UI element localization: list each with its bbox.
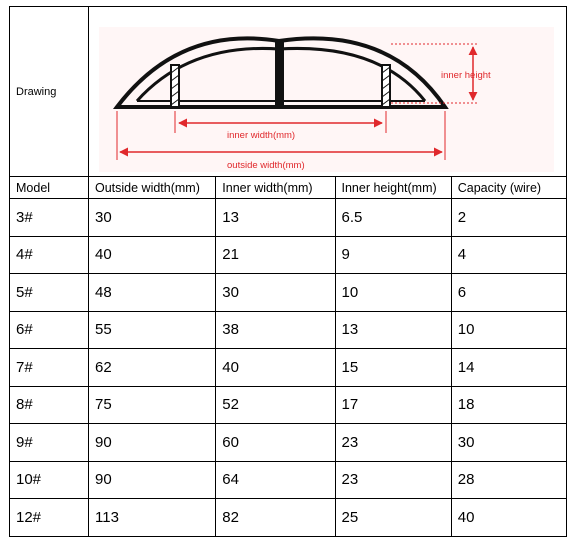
cell-model: 8#: [10, 386, 89, 424]
cell-model: 10#: [10, 461, 89, 499]
header-inner-height: Inner height(mm): [335, 177, 451, 199]
header-inner-width: Inner width(mm): [216, 177, 335, 199]
table-row: [10, 424, 567, 462]
cell-outside-width: 62: [89, 349, 216, 387]
cell-inner-width: 38: [216, 311, 335, 349]
cell-outside-width: 75: [89, 386, 216, 424]
cell-model: 3#: [10, 199, 89, 237]
cable-cover-diagram: [89, 7, 566, 176]
table-row: [10, 311, 567, 349]
cell-inner-height: 15: [335, 349, 451, 387]
drawing-cell: [89, 7, 567, 177]
cell-model: 9#: [10, 424, 89, 462]
table-row: [10, 349, 567, 387]
cell-capacity: 30: [451, 424, 566, 462]
center-divider: [275, 41, 284, 107]
cell-capacity: 10: [451, 311, 566, 349]
cell-capacity: 40: [451, 499, 566, 537]
inner-height-label: inner height: [441, 70, 491, 81]
outside-width-label: outside width(mm): [227, 160, 305, 171]
header-model: Model: [10, 177, 89, 199]
cell-capacity: 18: [451, 386, 566, 424]
drawing-row: [10, 7, 567, 177]
cell-model: 5#: [10, 274, 89, 312]
table-row: [10, 274, 567, 312]
cell-inner-height: 6.5: [335, 199, 451, 237]
cell-outside-width: 40: [89, 236, 216, 274]
cell-outside-width: 90: [89, 424, 216, 462]
cell-inner-height: 17: [335, 386, 451, 424]
table-row: [10, 386, 567, 424]
cell-inner-width: 64: [216, 461, 335, 499]
cell-capacity: 4: [451, 236, 566, 274]
cell-inner-width: 21: [216, 236, 335, 274]
cell-inner-width: 40: [216, 349, 335, 387]
table-row: [10, 199, 567, 237]
cell-model: 7#: [10, 349, 89, 387]
cell-outside-width: 30: [89, 199, 216, 237]
table-row: [10, 461, 567, 499]
cell-inner-height: 23: [335, 424, 451, 462]
cell-capacity: 2: [451, 199, 566, 237]
cell-outside-width: 90: [89, 461, 216, 499]
cell-outside-width: 55: [89, 311, 216, 349]
cell-outside-width: 48: [89, 274, 216, 312]
header-outside-width: Outside width(mm): [89, 177, 216, 199]
cell-inner-height: 10: [335, 274, 451, 312]
cable-cover-drawing: [89, 7, 566, 176]
cell-inner-height: 9: [335, 236, 451, 274]
header-capacity: Capacity (wire): [451, 177, 566, 199]
table-row: [10, 499, 567, 537]
cell-inner-width: 82: [216, 499, 335, 537]
cell-inner-width: 13: [216, 199, 335, 237]
cell-inner-width: 60: [216, 424, 335, 462]
spec-table: [9, 6, 567, 537]
inner-width-label: inner width(mm): [227, 130, 296, 141]
cell-model: 6#: [10, 311, 89, 349]
drawing-label: Drawing: [10, 7, 89, 177]
cell-model: 4#: [10, 236, 89, 274]
table-row: [10, 236, 567, 274]
cell-inner-height: 13: [335, 311, 451, 349]
cell-inner-height: 25: [335, 499, 451, 537]
cell-inner-width: 52: [216, 386, 335, 424]
cell-capacity: 6: [451, 274, 566, 312]
cell-outside-width: 113: [89, 499, 216, 537]
cell-inner-height: 23: [335, 461, 451, 499]
cell-model: 12#: [10, 499, 89, 537]
cell-inner-width: 30: [216, 274, 335, 312]
header-row: [10, 177, 567, 199]
cell-capacity: 14: [451, 349, 566, 387]
cell-capacity: 28: [451, 461, 566, 499]
